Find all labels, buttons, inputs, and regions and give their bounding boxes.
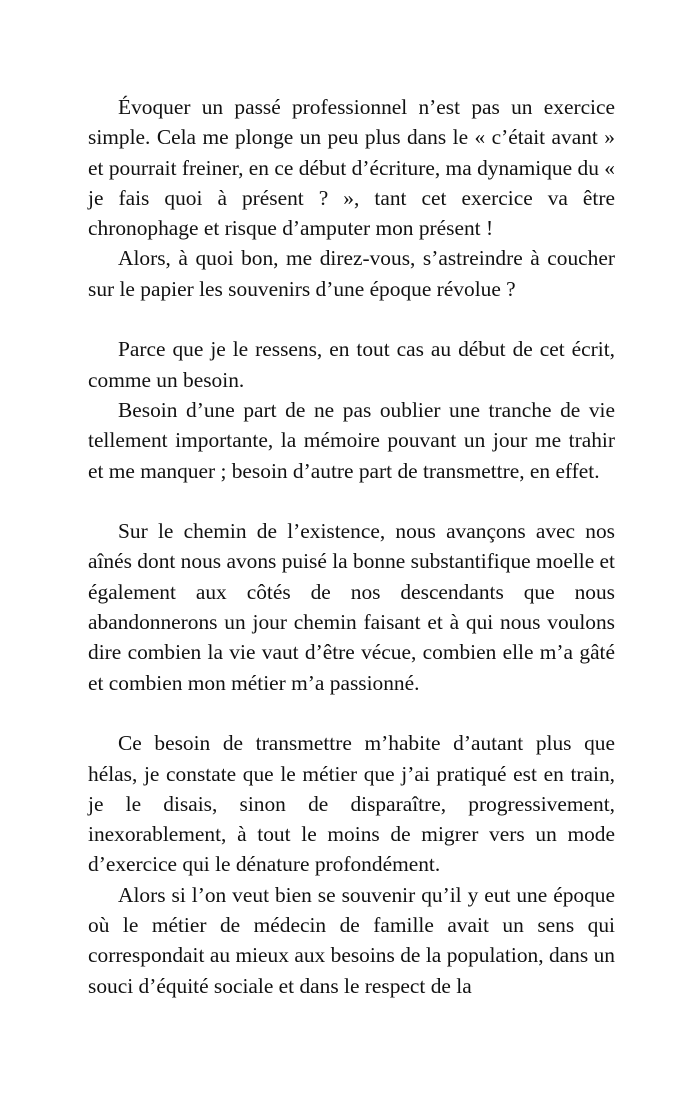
paragraph: Alors, à quoi bon, me direz-vous, s’astreindre à coucher sur le papier les souvenirs d’une époque révolue ? [88, 246, 615, 301]
paragraph: Parce que je le ressens, en tout cas au début de cet écrit, comme un besoin. [88, 337, 615, 392]
paragraph: Besoin d’une part de ne pas oublier une tranche de vie tellement importante, la mémoire pouvant un jour me trahir et me manquer ; besoin d’autre part de transmettre, en effet. [88, 397, 615, 483]
paragraph: Alors si l’on veut bien se souvenir qu’il y eut une époque où le métier de médecin de famille avait un sens qui correspondait au mieux aux besoins de la population, dans un souci d’équité sociale et dans le respect de la [88, 882, 615, 998]
page-body [88, 92, 615, 1001]
paragraph: Sur le chemin de l’existence, nous avançons avec nos aînés dont nous avons puisé la bonne substantifique moelle et également aux côtés de nos descendants que nous abandonnerons un jour chemin faisant et à qui nous voulons dire combien la vie vaut d’être vécue, combien elle m’a gâté et combien mon métier m’a passionné. [88, 519, 615, 695]
paragraph: Évoquer un passé professionnel n’est pas un exercice simple. Cela me plonge un peu plus dans le « c’était avant » et pourrait freiner, en ce début d’écriture, ma dynamique du « je fais quoi à présent ? », tant cet exercice va être chronophage et risque d’amputer mon présent ! [88, 95, 615, 241]
paragraph: Ce besoin de transmettre m’habite d’autant plus que hélas, je constate que le métier que j’ai pratiqué est en train, je le disais, sinon de disparaître, progressivement, inexorablement, à tout le moins de migrer vers un mode d’exercice qui le dénature profondément. [88, 731, 615, 877]
paragraph-spacer [88, 304, 615, 334]
paragraph-spacer [88, 698, 615, 728]
paragraph-spacer [88, 486, 615, 516]
